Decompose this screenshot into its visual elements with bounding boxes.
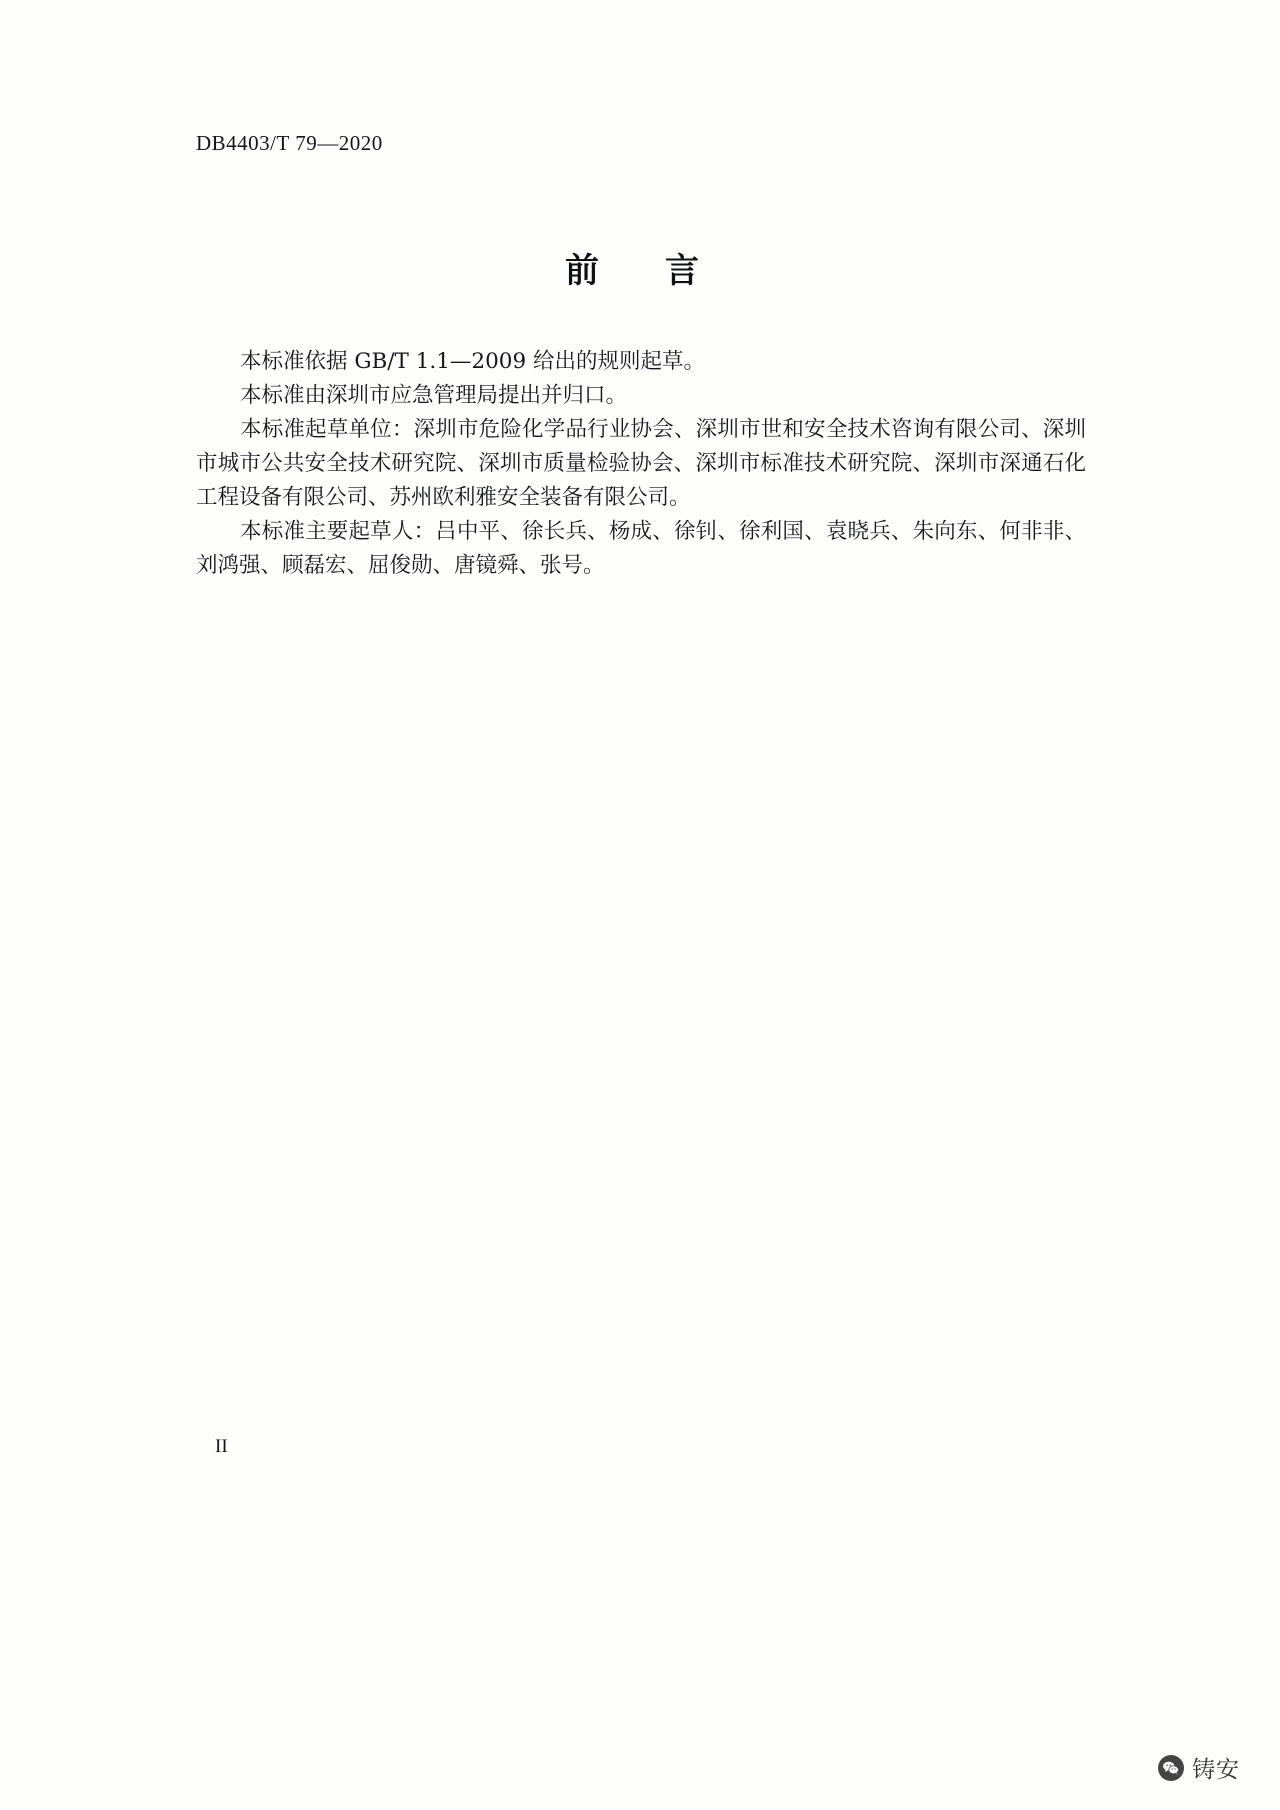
page-number: II xyxy=(215,1436,228,1457)
paragraph: 本标准起草单位：深圳市危险化学品行业协会、深圳市世和安全技术咨询有限公司、深圳市城市公共安全技术研究院、深圳市质量检验协会、深圳市标准技术研究院、深圳市深通石化工程设备有限公司、苏州欧利雅安全装备有限公司。 xyxy=(196,417,1086,510)
watermark-label: 铸安 xyxy=(1192,1757,1240,1783)
watermark xyxy=(1158,1751,1240,1784)
wechat-icon xyxy=(1158,1755,1184,1781)
standard-code-header: DB4403/T 79—2020 xyxy=(196,131,383,155)
foreword-body xyxy=(196,345,1086,583)
paragraph: 本标准依据 GB/T 1.1—2009 给出的规则起草。 xyxy=(240,349,705,374)
paragraph: 本标准主要起草人：吕中平、徐长兵、杨成、徐钊、徐利国、袁晓兵、朱向东、何非非、刘鸿强、顾磊宏、屈俊勋、唐镜舜、张号。 xyxy=(196,519,1086,578)
paragraph: 本标准由深圳市应急管理局提出并归口。 xyxy=(240,383,628,408)
page-title: 前 言 xyxy=(565,251,715,291)
